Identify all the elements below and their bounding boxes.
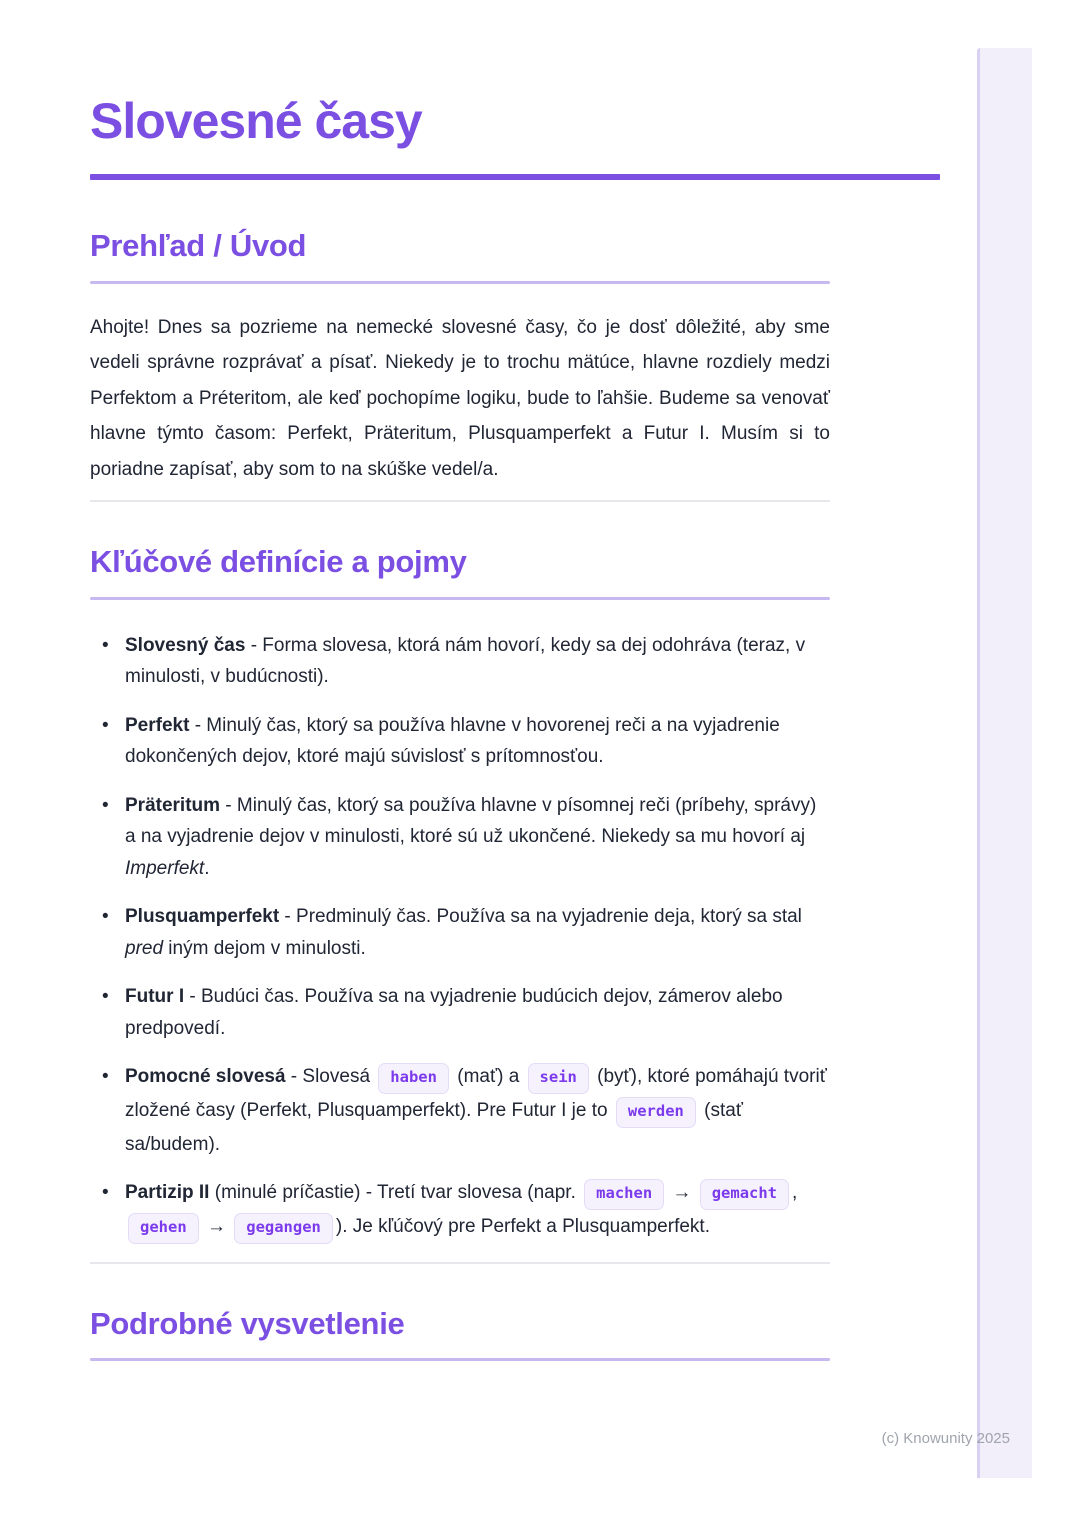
heading-definitions: Kľúčové definície a pojmy bbox=[90, 544, 467, 580]
text-segment: - Forma slovesa, ktorá nám hovorí, kedy sa dej odohráva (teraz, v minulosti, v budúcnosti). bbox=[125, 634, 806, 688]
text-segment: (byť), ktoré pomáhajú tvoriť zložené časy (Perfekt, Plusquamperfekt). Pre Futur I je to bbox=[125, 1066, 827, 1121]
text-segment: - Budúci čas. Používa sa na vyjadrenie budúcich dejov, zámerov alebo predpovedí. bbox=[125, 986, 783, 1039]
section-details bbox=[90, 1306, 830, 1362]
text-segment: Imperfekt bbox=[125, 857, 205, 879]
section-divider bbox=[90, 1262, 830, 1264]
text-segment: Futur I bbox=[125, 986, 185, 1008]
heading-overview: Prehľad / Úvod bbox=[90, 228, 307, 263]
definition-item bbox=[90, 981, 830, 1044]
definition-item bbox=[90, 790, 830, 885]
text-segment: Pomocné slovesá bbox=[125, 1066, 286, 1088]
heading-rule bbox=[90, 1358, 830, 1361]
section-definitions bbox=[90, 544, 830, 1244]
text-segment: Präteritum bbox=[125, 794, 221, 816]
title-rule bbox=[90, 174, 940, 180]
code-chip: werden bbox=[616, 1097, 696, 1128]
heading-details: Podrobné vysvetlenie bbox=[90, 1305, 405, 1341]
definitions-list bbox=[90, 630, 830, 1245]
text-segment: - Predminulý čas. Používa sa na vyjadrenie deja, ktorý sa stal bbox=[279, 906, 802, 928]
code-chip: haben bbox=[378, 1063, 449, 1094]
next-page-edge bbox=[977, 48, 1032, 1478]
text-segment: pred bbox=[125, 937, 164, 959]
footer-credit: (c) Knowunity 2025 bbox=[881, 1430, 1010, 1447]
text-segment: (minulé príčastie) - Tretí tvar slovesa (napr. bbox=[209, 1182, 582, 1204]
text-segment: Slovesný čas bbox=[125, 634, 246, 656]
text-segment: iným dejom v minulosti. bbox=[163, 937, 366, 959]
definition-item bbox=[90, 1177, 830, 1244]
document-page bbox=[90, 0, 830, 1361]
definition-item bbox=[90, 710, 830, 773]
text-segment: , bbox=[792, 1182, 798, 1204]
code-chip: gemacht bbox=[700, 1179, 789, 1210]
text-segment: → bbox=[201, 1215, 232, 1237]
code-chip: machen bbox=[584, 1179, 664, 1210]
text-segment: → bbox=[667, 1182, 697, 1204]
code-chip: gegangen bbox=[234, 1213, 333, 1244]
section-overview bbox=[90, 228, 830, 487]
text-segment: Perfekt bbox=[125, 714, 190, 736]
text-segment: Partizip II bbox=[125, 1182, 210, 1204]
definition-item bbox=[90, 1061, 830, 1160]
text-segment: . bbox=[204, 857, 210, 879]
text-segment: - Slovesá bbox=[285, 1066, 376, 1088]
code-chip: gehen bbox=[128, 1213, 199, 1244]
section-divider bbox=[90, 500, 830, 502]
text-segment: - Minulý čas, ktorý sa používa hlavne v písomnej reči (príbehy, správy) a na vyjadrenie dejov v minulosti, ktoré sú už ukončené. Niekedy sa mu hovorí aj bbox=[125, 794, 817, 848]
heading-rule bbox=[90, 281, 830, 284]
text-segment: Plusquamperfekt bbox=[125, 906, 280, 928]
text-segment: - Minulý čas, ktorý sa používa hlavne v hovorenej reči a na vyjadrenie dokončených dejov, ktoré majú súvislosť s prítomnosťou. bbox=[125, 714, 780, 768]
text-segment: ). Je kľúčový pre Perfekt a Plusquamperfekt. bbox=[335, 1215, 710, 1237]
code-chip: sein bbox=[528, 1063, 589, 1094]
text-segment: (mať) a bbox=[451, 1066, 525, 1088]
definition-item bbox=[90, 630, 830, 693]
intro-paragraph: Ahojte! Dnes sa pozrieme na nemecké slovesné časy, čo je dosť dôležité, aby sme vedeli správne rozprávať a písať. Niekedy je to trochu mätúce, hlavne rozdiely medzi Perfektom a Préteritom, ale keď pochopíme logiku, bude to ľahšie. Budeme sa venovať hlavne týmto časom: Perfekt, Präteritum, Plusquamperfekt a Futur I. Musím si to poriadne zapísať, aby som to na skúške vedel/a. bbox=[90, 316, 830, 480]
text-segment: (stať sa/budem). bbox=[125, 1099, 743, 1155]
page-title: Slovesné časy bbox=[90, 93, 422, 149]
heading-rule bbox=[90, 597, 830, 600]
definition-item bbox=[90, 901, 830, 964]
